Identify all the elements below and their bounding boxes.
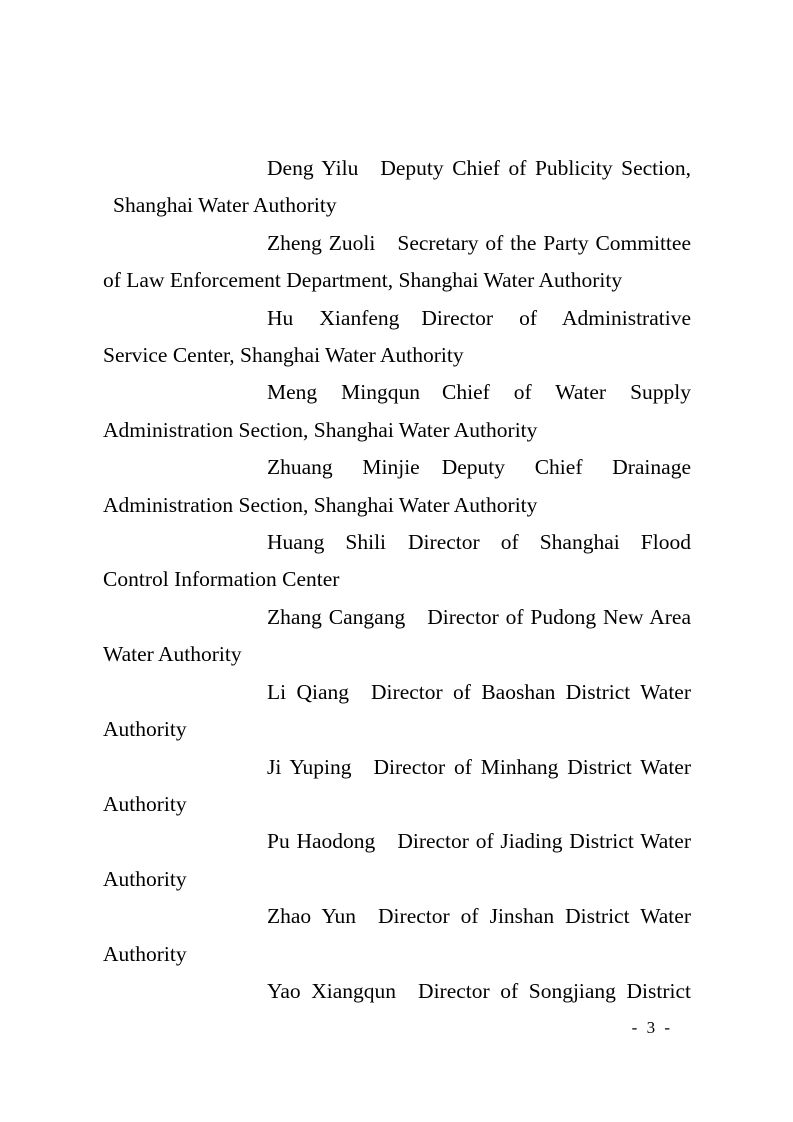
person-title-line1: Director of Jiading District Water: [397, 829, 691, 854]
person-title-line2: Authority: [103, 717, 187, 742]
page-number: - 3 -: [631, 1018, 670, 1037]
person-title-line2: Service Center, Shanghai Water Authority: [103, 343, 464, 368]
person-name: Zheng Zuoli: [267, 230, 376, 255]
person-title-line1: Director of Administrative: [421, 305, 691, 330]
entry-first-line: [103, 449, 691, 486]
entry-first-line: [103, 599, 691, 636]
roster-entry: [103, 300, 691, 375]
person-name: Zhuang Minjie: [267, 455, 420, 480]
person-title-line2: Administration Section, Shanghai Water Authority: [103, 492, 538, 517]
entry-first-line: [103, 674, 691, 711]
entry-first-line: [103, 150, 691, 187]
person-title-line1: Director of Shanghai Flood: [408, 530, 691, 555]
roster-entry: [103, 749, 691, 824]
person-title-line1: Director of Pudong New Area: [427, 604, 691, 629]
person-title-line1: Secretary of the Party Committee: [397, 230, 691, 255]
person-name: Zhang Cangang: [267, 604, 406, 629]
person-title-line1: Director of Baoshan District Water: [371, 679, 691, 704]
person-name: Hu Xianfeng: [267, 305, 400, 330]
entry-first-line: [103, 225, 691, 262]
person-title-line2: Control Information Center: [103, 567, 340, 592]
person-title-line1: Director of Minhang District Water: [373, 754, 691, 779]
roster-entry: [103, 823, 691, 898]
entry-first-line: [103, 749, 691, 786]
person-title-line2: Authority: [103, 866, 187, 891]
roster-entry: [103, 150, 691, 225]
entry-first-line: [103, 300, 691, 337]
person-name: Deng Yilu: [267, 156, 359, 180]
roster-entry: [103, 599, 691, 674]
roster-entry: [103, 674, 691, 749]
roster-entry: [103, 449, 691, 524]
entry-first-line: [103, 374, 691, 411]
roster-entry: [103, 898, 691, 973]
person-title-line2: Authority: [103, 941, 187, 966]
roster-entry: [103, 973, 691, 1010]
person-name: Meng Mingqun: [267, 380, 420, 405]
entry-first-line: [103, 524, 691, 561]
roster-entry: [103, 225, 691, 300]
person-title-line1: Deputy Chief of Publicity Section,: [380, 156, 691, 180]
person-title-line2: Shanghai Water Authority: [113, 193, 337, 218]
entry-first-line: [103, 973, 691, 1010]
person-name: Huang Shili: [267, 530, 387, 555]
person-title-line1: Director of Jinshan District Water: [378, 904, 691, 929]
person-title-line1: Director of Songjiang District: [418, 978, 691, 1003]
body-text: [103, 150, 691, 1010]
person-name: Zhao Yun: [267, 904, 357, 929]
person-title-line1: Deputy Chief Drainage: [441, 455, 691, 480]
person-title-line2: of Law Enforcement Department, Shanghai Water Authority: [103, 268, 623, 293]
person-name: Yao Xiangqun: [267, 978, 397, 1003]
person-title-line2: Water Authority: [103, 642, 242, 667]
person-name: Ji Yuping: [267, 754, 352, 779]
person-name: Pu Haodong: [267, 829, 376, 854]
person-title-line1: Chief of Water Supply: [442, 380, 691, 405]
person-name: Li Qiang: [267, 679, 350, 704]
roster-entry: [103, 374, 691, 449]
roster-entry: [103, 524, 691, 599]
person-title-line2: Authority: [103, 791, 187, 816]
person-title-line2: Administration Section, Shanghai Water Authority: [103, 417, 538, 442]
entry-first-line: [103, 823, 691, 860]
entry-first-line: [103, 898, 691, 935]
